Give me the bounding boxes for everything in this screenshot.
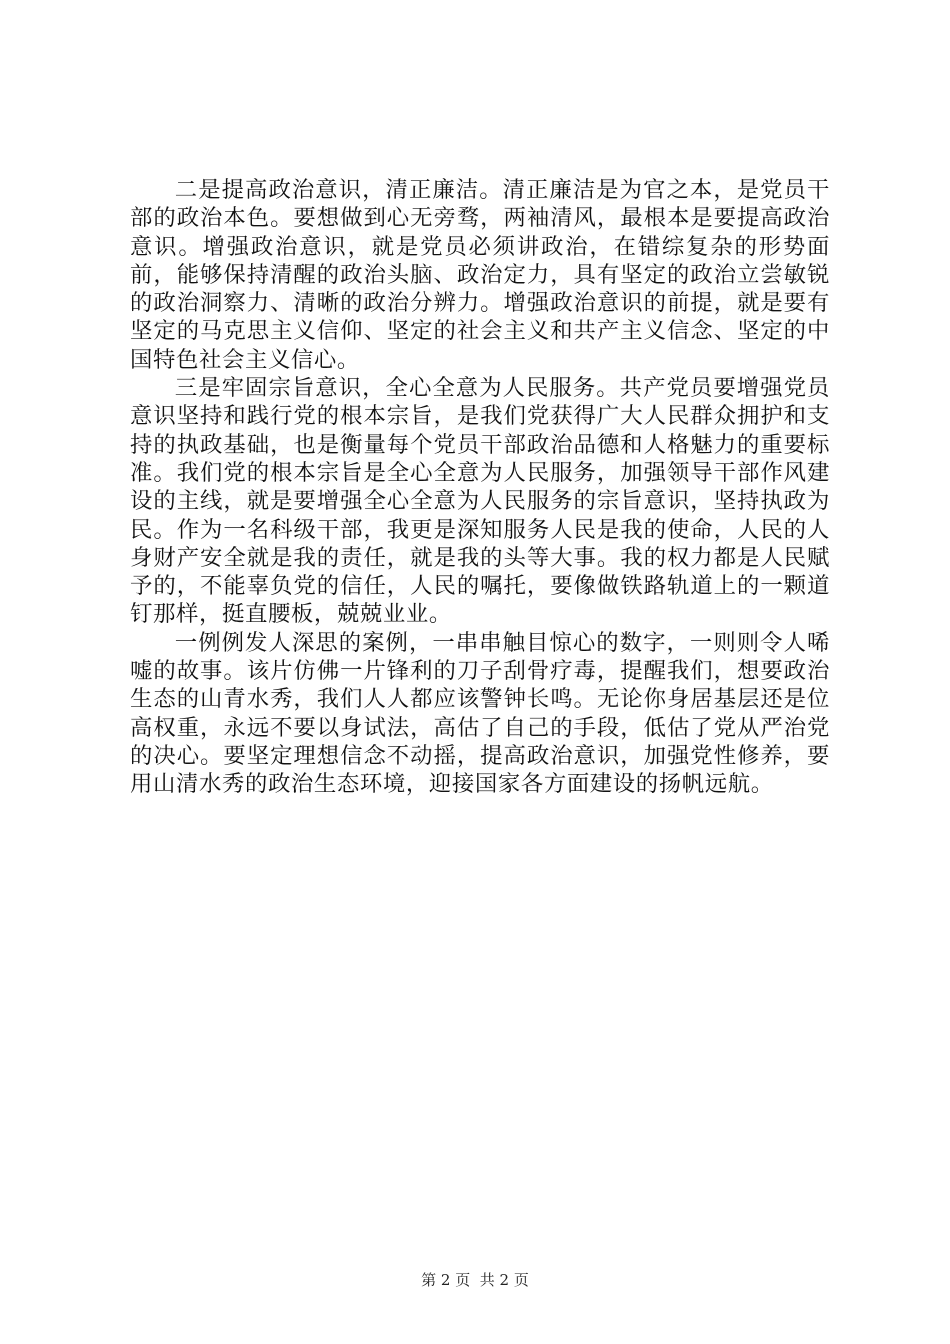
paragraph-purpose-awareness: 三是牢固宗旨意识，全心全意为人民服务。共产党员要增强党员意识坚持和践行党的根本宗旨，是我们党获得广大人民群众拥护和支持的执政基础，也是衡量每个党员干部政治品德和人格魅力的重要标准。我们党的根本宗旨是全心全意为人民服务，加强领导干部作风建设的主线，就是要增强全心全意为人民服务的宗旨意识，坚持执政为民。作为一名科级干部，我更是深知服务人民是我的使命，人民的人身财产安全就是我的责任，就是我的头等大事。我的权力都是人民赋予的，不能辜负党的信任，人民的嘱托，要像做铁路轨道上的一颗道钉那样，挺直腰板，兢兢业业。 [130, 375, 830, 628]
paragraph-conclusion: 一例例发人深思的案例，一串串触目惊心的数字，一则则令人唏嘘的故事。该片仿佛一片锋利的刀子刮骨疗毒，提醒我们，想要政治生态的山青水秀，我们人人都应该警钟长鸣。无论你身居基层还是位高权重，永远不要以身试法，高估了自己的手段，低估了党从严治党的决心。要坚定理想信念不动摇，提高政治意识，加强党性修养，要用山清水秀的政治生态环境，迎接国家各方面建设的扬帆远航。 [130, 629, 830, 798]
page-number-footer: 第 2 页 共 2 页 [421, 1271, 529, 1289]
paragraph-political-awareness: 二是提高政治意识，清正廉洁。清正廉洁是为官之本，是党员干部的政治本色。要想做到心无旁骛，两袖清风，最根本是要提高政治意识。增强政治意识，就是党员必须讲政治，在错综复杂的形势面前，能够保持清醒的政治头脑、政治定力，具有坚定的政治立尝敏锐的政治洞察力、清晰的政治分辨力。增强政治意识的前提，就是要有坚定的马克思主义信仰、坚定的社会主义和共产主义信念、坚定的中国特色社会主义信心。 [130, 177, 830, 373]
body-text [130, 176, 830, 799]
